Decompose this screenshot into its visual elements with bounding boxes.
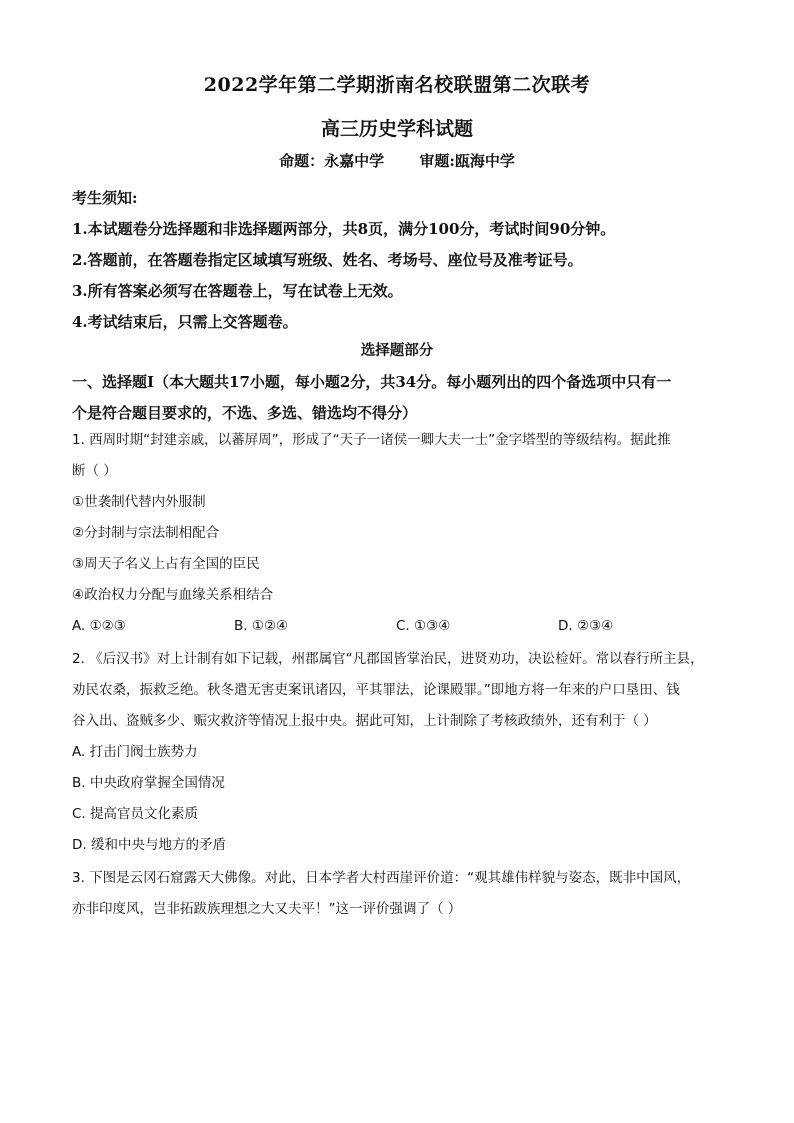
notice-item: 2.答题前，在答题卷指定区域填写班级、姓名、考场号、座位号及准考证号。 [72,251,583,269]
exam-subtitle: 高三历史学科试题 [320,118,473,140]
question-stem: 谷入出、盗贼多少、赈灾救济等情况上报中央。据此可知，上计制除了考核政绩外，还有利于（ ） [72,713,657,729]
section-title: 选择题部分 [360,342,434,359]
notice-item: 1.本试题卷分选择题和非选择题两部分，共8页，满分100分，考试时间90分钟。 [72,220,616,238]
proposer-label: 命题：永嘉中学 [279,152,385,170]
reviewer-label: 审题:瓯海中学 [419,152,515,170]
option-c: C. 提高官员文化素质 [72,806,199,822]
option-a: A. ①②③ [72,618,126,634]
candidate-notice [72,183,732,338]
question-stem: 1. 西周时期“封建亲戚，以蕃屏周”，形成了“天子一诸侯一卿大夫一士”金字塔型的等级结构。据此推 [72,432,671,448]
option-b: B. ①②④ [234,618,289,634]
question-3 [72,863,732,925]
notice-heading: 考生须知: [72,189,138,207]
exam-authors [0,150,794,171]
statement: ①世袭制代替内外服制 [72,494,206,510]
option-c: C. ①③④ [396,618,451,634]
section-instruction [72,367,732,429]
notice-item: 4.考试结束后，只需上交答题卷。 [72,313,298,331]
option-a: A. 打击门阀士族势力 [72,744,198,760]
option-d: D. ②③④ [558,618,614,634]
question-stem: 亦非印度风，岂非拓跋族理想之大又夫平！”这一评价强调了（ ） [72,901,462,917]
notice-item: 3.所有答案必须写在答题卷上，写在试卷上无效。 [72,282,403,300]
question-1 [72,425,732,642]
exam-title: 2022学年第二学期浙南名校联盟第二次联考 [203,74,591,96]
option-b: B. 中央政府掌握全国情况 [72,775,225,791]
question-stem: 3. 下图是云冈石窟露天大佛像。对此，日本学者大村西崖评价道：“观其雄伟样貌与姿态，既非中国风， [72,870,691,886]
question-stem: 2. 《后汉书》对上计制有如下记载，州郡属官“凡郡国皆掌治民，进贤劝功，决讼检奸。常以春行所主县， [72,651,704,667]
answer-options [72,611,732,642]
question-stem: 劝民农桑，振救乏绝。秋冬遣无害吏案讯诸囚，平其罪法，论课殿罪。”即地方将一年来的户口垦田、钱 [72,682,680,698]
instruction-line: 个是符合题目要求的，不选、多选、错选均不得分） [72,404,418,422]
question-2 [72,644,732,861]
instruction-line: 一、选择题Ⅰ（本大题共17小题，每小题2分，共34分。每小题列出的四个备选项中只有一 [72,373,672,391]
question-stem: 断（ ） [72,463,117,479]
statement: ④政治权力分配与血缘关系相结合 [72,587,274,603]
option-d: D. 缓和中央与地方的矛盾 [72,837,226,853]
statement: ③周天子名义上占有全国的臣民 [72,556,260,572]
statement: ②分封制与宗法制相配合 [72,525,220,541]
